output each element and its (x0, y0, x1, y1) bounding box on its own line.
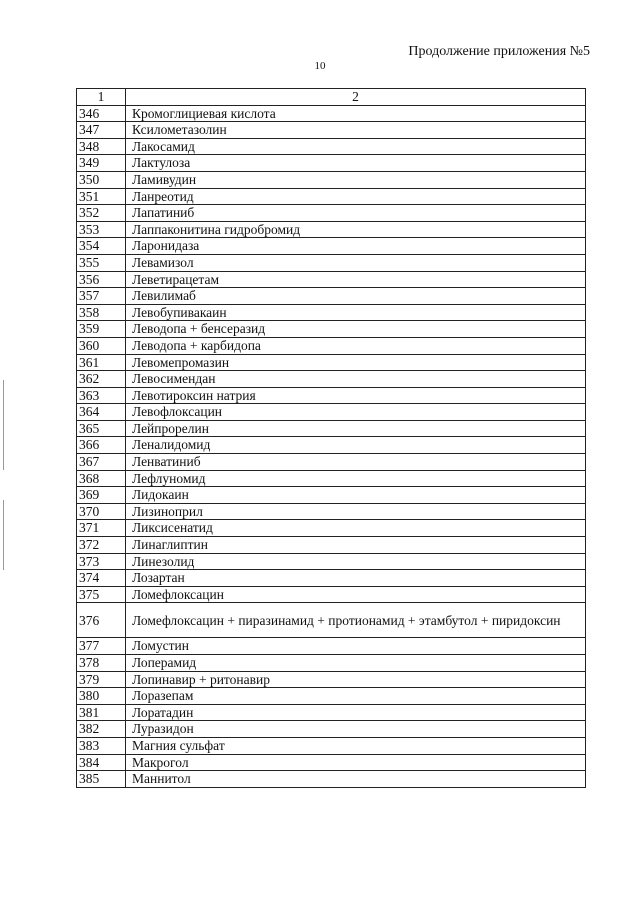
row-number: 355 (77, 254, 126, 271)
table-row (77, 586, 586, 603)
row-number: 380 (77, 688, 126, 705)
row-number: 358 (77, 304, 126, 321)
medication-name: Левилимаб (126, 288, 586, 305)
scan-margin-mark (3, 380, 4, 470)
table-row (77, 771, 586, 788)
medication-name: Лозартан (126, 570, 586, 587)
medication-name: Левосимендан (126, 371, 586, 388)
page-number: 10 (314, 60, 326, 72)
table-row (77, 704, 586, 721)
table-row (77, 337, 586, 354)
table-row (77, 655, 586, 672)
table-row (77, 304, 586, 321)
medication-name: Левобупивакаин (126, 304, 586, 321)
medication-name: Леналидомид (126, 437, 586, 454)
table-row (77, 288, 586, 305)
row-number: 373 (77, 553, 126, 570)
table-row (77, 737, 586, 754)
medication-name: Лаппаконитина гидробромид (126, 221, 586, 238)
row-number: 356 (77, 271, 126, 288)
row-number: 376 (77, 603, 126, 638)
medication-name: Линаглиптин (126, 537, 586, 554)
table-row (77, 437, 586, 454)
row-number: 363 (77, 387, 126, 404)
row-number: 383 (77, 737, 126, 754)
table-row (77, 537, 586, 554)
medication-name: Кромоглициевая кислота (126, 105, 586, 122)
row-number: 359 (77, 321, 126, 338)
medication-name: Левомепромазин (126, 354, 586, 371)
table-row (77, 470, 586, 487)
medication-name: Магния сульфат (126, 737, 586, 754)
medication-name: Луразидон (126, 721, 586, 738)
medication-name: Ликсисенатид (126, 520, 586, 537)
medication-name: Лоратадин (126, 704, 586, 721)
medication-name: Ламивудин (126, 171, 586, 188)
table-row (77, 271, 586, 288)
row-number: 350 (77, 171, 126, 188)
medication-name: Ланреотид (126, 188, 586, 205)
medication-name: Левофлоксацин (126, 404, 586, 421)
table-header-row (77, 89, 586, 106)
medication-name: Лейпрорелин (126, 420, 586, 437)
row-number: 360 (77, 337, 126, 354)
row-number: 370 (77, 503, 126, 520)
medication-name: Леводопа + карбидопа (126, 337, 586, 354)
table-row (77, 171, 586, 188)
medication-name: Ленватиниб (126, 454, 586, 471)
row-number: 364 (77, 404, 126, 421)
row-number: 374 (77, 570, 126, 587)
row-number: 368 (77, 470, 126, 487)
table-row (77, 254, 586, 271)
row-number: 369 (77, 487, 126, 504)
row-number: 384 (77, 754, 126, 771)
medication-name: Ломустин (126, 638, 586, 655)
column-header-name: 2 (126, 89, 586, 106)
row-number: 375 (77, 586, 126, 603)
table-row (77, 155, 586, 172)
table-row (77, 138, 586, 155)
row-number: 379 (77, 671, 126, 688)
row-number: 377 (77, 638, 126, 655)
medication-name: Левотироксин натрия (126, 387, 586, 404)
medication-name: Ларонидаза (126, 238, 586, 255)
medication-name: Левамизол (126, 254, 586, 271)
table-row (77, 188, 586, 205)
table-row (77, 404, 586, 421)
medication-name: Ломефлоксацин + пиразинамид + протионамид + этамбутол + пиридоксин (126, 603, 586, 638)
row-number: 357 (77, 288, 126, 305)
medication-name: Линезолид (126, 553, 586, 570)
continuation-title: Продолжение приложения №5 (408, 44, 590, 59)
row-number: 372 (77, 537, 126, 554)
medication-name: Лидокаин (126, 487, 586, 504)
medication-name: Лопинавир + ритонавир (126, 671, 586, 688)
table-row (77, 570, 586, 587)
medication-name: Ксилометазолин (126, 122, 586, 139)
medication-name: Лоразепам (126, 688, 586, 705)
medication-name: Лефлуномид (126, 470, 586, 487)
table-row (77, 221, 586, 238)
medication-name: Лакосамид (126, 138, 586, 155)
row-number: 362 (77, 371, 126, 388)
table-row (77, 520, 586, 537)
column-header-number: 1 (77, 89, 126, 106)
table-row (77, 371, 586, 388)
row-number: 367 (77, 454, 126, 471)
table-row (77, 754, 586, 771)
row-number: 381 (77, 704, 126, 721)
table-row (77, 387, 586, 404)
table-row (77, 205, 586, 222)
row-number: 349 (77, 155, 126, 172)
table-row (77, 553, 586, 570)
row-number: 354 (77, 238, 126, 255)
row-number: 348 (77, 138, 126, 155)
table-row (77, 105, 586, 122)
row-number: 366 (77, 437, 126, 454)
table-row (77, 321, 586, 338)
row-number: 385 (77, 771, 126, 788)
table-row (77, 238, 586, 255)
row-number: 378 (77, 655, 126, 672)
medication-name: Лоперамид (126, 655, 586, 672)
table-row (77, 503, 586, 520)
table-row (77, 354, 586, 371)
table-row (77, 122, 586, 139)
row-number: 346 (77, 105, 126, 122)
row-number: 361 (77, 354, 126, 371)
medication-name: Леветирацетам (126, 271, 586, 288)
medication-name: Лапатиниб (126, 205, 586, 222)
scan-margin-mark (3, 500, 4, 570)
table-row (77, 671, 586, 688)
medication-name: Ломефлоксацин (126, 586, 586, 603)
medication-name: Лактулоза (126, 155, 586, 172)
medication-name: Макрогол (126, 754, 586, 771)
table-row (77, 420, 586, 437)
table-row (77, 688, 586, 705)
row-number: 347 (77, 122, 126, 139)
table-row (77, 638, 586, 655)
row-number: 365 (77, 420, 126, 437)
medication-name: Маннитол (126, 771, 586, 788)
row-number: 382 (77, 721, 126, 738)
medication-name: Лизиноприл (126, 503, 586, 520)
row-number: 371 (77, 520, 126, 537)
row-number: 351 (77, 188, 126, 205)
table-row (77, 721, 586, 738)
row-number: 352 (77, 205, 126, 222)
row-number: 353 (77, 221, 126, 238)
table-row (77, 603, 586, 638)
medication-table (76, 88, 586, 788)
table-row (77, 487, 586, 504)
table-row (77, 454, 586, 471)
medication-name: Леводопа + бенсеразид (126, 321, 586, 338)
